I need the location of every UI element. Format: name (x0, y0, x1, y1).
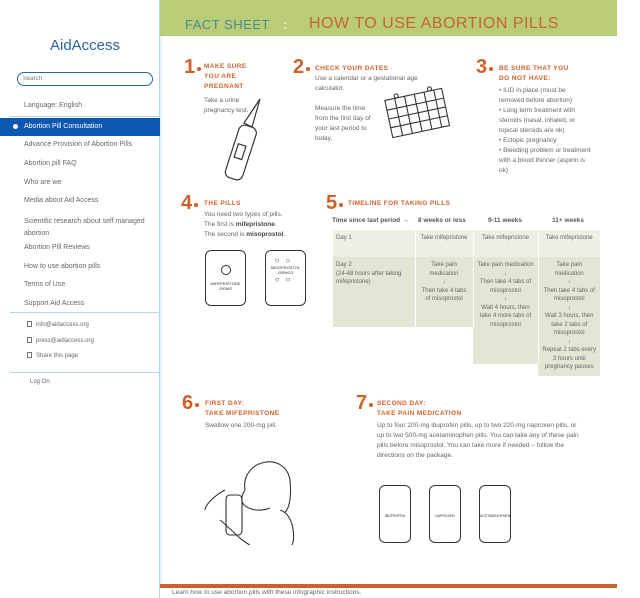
misoprostol-pack: ○○ MISOPROSTOL 200MCG ○○ (265, 250, 306, 306)
contact-info-email[interactable] (27, 321, 89, 328)
cell-text: Take pain medication (429, 262, 459, 277)
nav-media[interactable]: Media about Aid Access (24, 197, 99, 204)
contact-label: press@aidaccess.org (36, 338, 94, 344)
list-item: • Ectopic pregnancy (499, 137, 557, 144)
table-cell (473, 257, 538, 364)
step-6-number: 6 (182, 392, 199, 415)
table-cell: Take mifepristone (473, 230, 538, 257)
divider (10, 312, 160, 313)
arrow-down-icon: ↓ (567, 304, 571, 311)
step-6-text: Swallow one 200-mg pill. (205, 422, 277, 429)
sidebar (0, 0, 160, 598)
nav-support[interactable]: Support Aid Access (24, 300, 85, 307)
nav-terms[interactable]: Terms of Use (24, 281, 66, 288)
step-2-text-2: Measure the time from the first day of your last period to today. (315, 105, 371, 142)
image-caption: Learn how to use abortion pills with these infographic instructions. (172, 589, 362, 596)
infographic (160, 0, 640, 598)
arrow-down-icon: ↓ (567, 338, 571, 345)
nav-how-to-use[interactable]: How to use abortion pills (24, 263, 101, 270)
list-item: • IUD in place (must be removed before abortion) (499, 87, 572, 104)
search-input[interactable] (17, 72, 153, 86)
text-line: The second is (204, 231, 247, 238)
pill-label: MIFEPRISTONE 200MG (210, 281, 241, 291)
step-6-heading-1: FIRST DAY: (205, 400, 245, 407)
step-5-heading: TIMELINE FOR TAKING PILLS (348, 200, 451, 207)
naproxen-bottle: NAPROXEN (429, 485, 461, 543)
contact-press-email[interactable] (27, 337, 94, 344)
col-header-9-11wk: 9-11 weeks (488, 217, 522, 224)
step-2-heading: CHECK YOUR DATES (315, 65, 389, 72)
step-3-number: 3 (476, 56, 493, 79)
text-line: The first is (204, 221, 236, 228)
pill-label: MISOPROSTOL 200MCG (270, 265, 301, 275)
divider (10, 372, 160, 373)
table-row (333, 230, 600, 257)
brand-logo[interactable]: AidAccess (49, 37, 121, 54)
step-3-list (499, 86, 591, 176)
table-cell: Take mifepristone (545, 235, 593, 241)
divider (10, 116, 160, 117)
timeline-table (333, 230, 600, 376)
table-cell: Take mifepristone (415, 230, 473, 257)
share-page[interactable] (27, 352, 78, 359)
share-icon (27, 352, 32, 358)
arrow-down-icon: ↓ (504, 270, 507, 277)
mifepristone-pack (205, 250, 246, 306)
contact-label: info@aidaccess.org (36, 322, 89, 328)
cell-text: Then take 4 tabs of misoprostol (479, 279, 532, 294)
step-6-heading-2: TAKE MIFEPRISTONE (205, 410, 280, 417)
col-header-8wk: 8 weeks or less (418, 217, 466, 224)
day-2-note: (24-48 hours after taking mifepristone) (336, 270, 402, 285)
calendar-icon (382, 86, 452, 138)
step-7-number: 7 (356, 392, 373, 415)
cell-text: Take pain medication (554, 262, 584, 277)
person-taking-pill-illustration (200, 450, 300, 545)
table-cell (538, 257, 600, 376)
nav-faq[interactable]: Abortion pill FAQ (24, 160, 77, 167)
log-on-link[interactable]: Log On (30, 379, 50, 385)
text-line: You need two types of pills. (204, 211, 283, 218)
step-7-heading-2: TAKE PAIN MEDICATION (377, 410, 462, 417)
infographic-title: HOW TO USE ABORTION PILLS (309, 15, 559, 32)
nav-who-are-we[interactable]: Who are we (24, 179, 62, 186)
step-1-text: Take a urine pregnancy test. (204, 97, 249, 114)
table-row (333, 257, 600, 327)
step-7-heading-1: SECOND DAY: (377, 400, 426, 407)
step-5-number: 5 (326, 192, 343, 215)
mail-icon (27, 321, 32, 327)
step-4-text: You need two types of pills. The first is mifepristone. The second is misoprostol. (204, 210, 304, 240)
table-cell (415, 257, 473, 327)
arrow-down-icon: ↓ (442, 279, 446, 285)
infographic-header (160, 0, 617, 36)
pregnancy-test-icon (222, 95, 272, 185)
col-header-time: Time since last period → (332, 217, 409, 224)
day-2-label: Day 2 (336, 262, 352, 268)
cell-text: Then take 4 tabs of misoprostol (543, 287, 595, 302)
step-1-heading: MAKE SURE YOU ARE PREGNANT (204, 63, 247, 90)
list-item: • Bleeding problem or treatment with a blood thinner (aspirin is ok) (499, 147, 591, 174)
cell-text: Repeat 2 tabs every 3 hours until pregnancy passes (542, 347, 597, 370)
acetaminophen-bottle: ACETAMINOPHEN (479, 485, 511, 543)
col-header-11plus: 11+ weeks (552, 217, 584, 224)
day-1-label: Day 1 (333, 230, 415, 257)
cell-text: Take pain medication (477, 262, 534, 268)
nav-scientific-research[interactable]: Scientific research about self managed abortion (24, 218, 145, 237)
list-item: • Long term treatment with steroids (nasal, inhaled, or topical steroids are ok) (499, 107, 576, 134)
separator: : (283, 16, 288, 32)
arrow-down-icon: ↓ (504, 296, 507, 302)
footer-rule (160, 584, 617, 588)
nav-advance-provision[interactable]: Advance Provision of Abortion Pills (24, 141, 133, 148)
fact-sheet-label: FACT SHEET (185, 17, 270, 32)
step-7-text: Up to four 200-mg ibuprofen pills, up to two 220-mg naproxen pills, or up to two 500-mg acetaminophen pills. You can take any of these pain pills before misoprostol. You can take more if needed – follow the directions on the package. (377, 422, 579, 459)
nav-abortion-pill-consultation[interactable]: Abortion Pill Consultation (0, 118, 160, 136)
step-1-number: 1 (184, 56, 201, 79)
day-2-cell (333, 257, 415, 327)
mifepristone-term: mifepristone (235, 221, 275, 228)
step-4-number: 4 (181, 192, 198, 215)
step-3-heading: BE SURE THAT YOU DO NOT HAVE: (499, 65, 569, 82)
arrow-down-icon: ↓ (567, 279, 571, 285)
contact-label: Share this page (36, 353, 79, 359)
cell-text: Wait 4 hours, then take 4 more tabs of misoprostol (479, 304, 532, 328)
misoprostol-term: misoprostol (246, 231, 284, 238)
step-4-heading: THE PILLS (204, 200, 241, 207)
cell-text: Then take 4 tabs of misoprostol (421, 287, 467, 302)
ibuprofen-bottle: IBUPROFEN (379, 485, 411, 543)
step-2-number: 2 (293, 56, 310, 79)
step-2-text-1: Use a calendar or a gestational age calculator. (315, 75, 418, 92)
language-selector[interactable]: Language: English (24, 102, 82, 109)
nav-reviews[interactable]: Abortion Pill Reviews (24, 244, 90, 251)
cell-text: Wait 3 hours, then take 2 tabs of misoprostol (545, 313, 594, 336)
mail-icon (27, 337, 32, 343)
